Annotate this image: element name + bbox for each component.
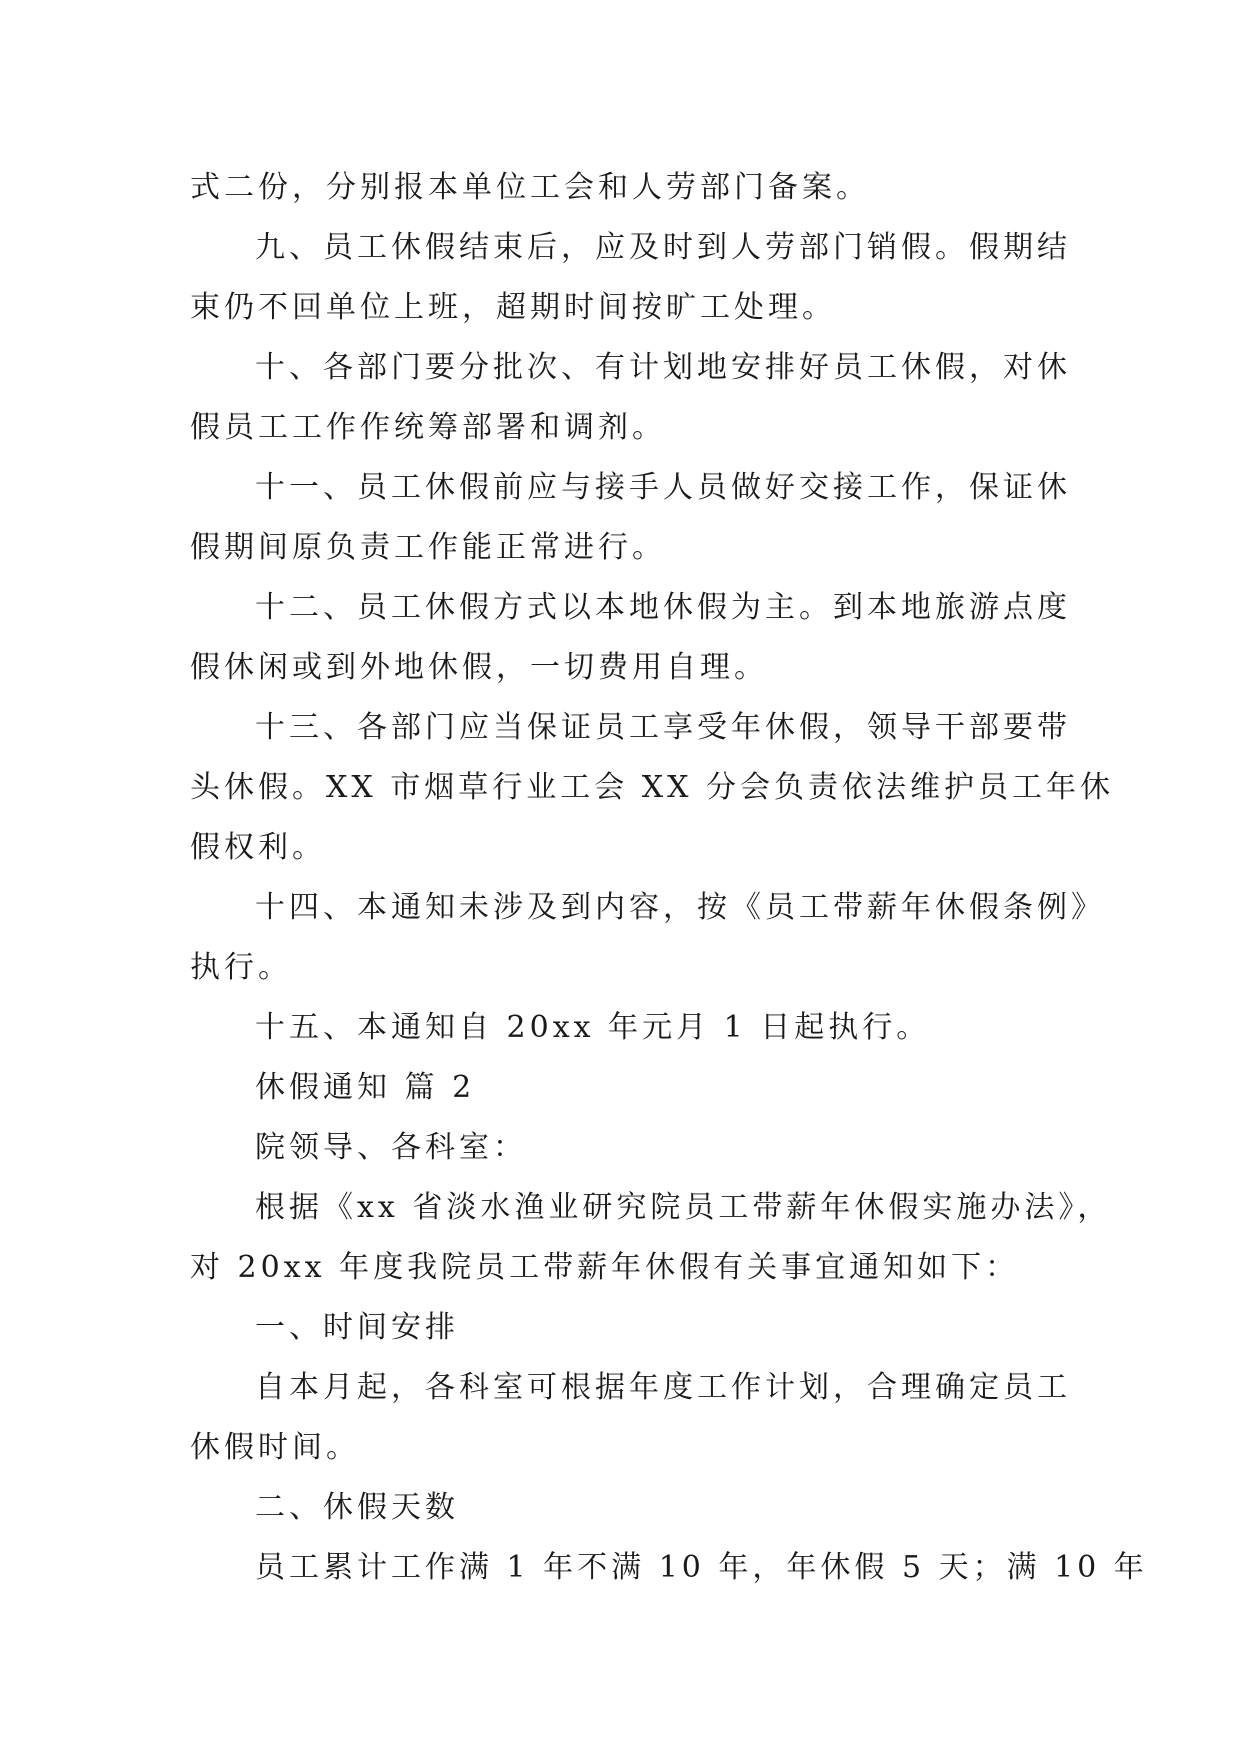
subsection-heading: 二、休假天数 [255,1490,459,1525]
subsection-heading: 一、时间安排 [255,1310,459,1345]
paragraph-line: 假权利。 [190,830,326,865]
paragraph-line: 十三、各部门应当保证员工享受年休假，领导干部要带 [255,710,1071,745]
paragraph-line: 根据《xx 省淡水渔业研究院员工带薪年休假实施办法》， [255,1190,1112,1225]
paragraph-line: 对 20xx 年度我院员工带薪年休假有关事宜通知如下： [190,1250,1020,1285]
paragraph-line: 员工累计工作满 1 年不满 10 年，年休假 5 天；满 10 年 [255,1550,1148,1585]
paragraph-line: 束仍不回单位上班，超期时间按旷工处理。 [190,290,836,325]
paragraph-line: 自本月起，各科室可根据年度工作计划，合理确定员工 [255,1370,1071,1405]
document-body [190,158,1148,1598]
salutation: 院领导、各科室： [255,1130,527,1165]
paragraph-line: 十四、本通知未涉及到内容，按《员工带薪年休假条例》 [255,890,1105,925]
paragraph-line: 假休闲或到外地休假，一切费用自理。 [190,650,768,685]
paragraph-line: 十、各部门要分批次、有计划地安排好员工休假，对休 [255,350,1071,385]
paragraph-line: 十一、员工休假前应与接手人员做好交接工作，保证休 [255,470,1071,505]
paragraph-line: 九、员工休假结束后，应及时到人劳部门销假。假期结 [255,230,1071,265]
section-heading: 休假通知 篇 2 [255,1070,476,1105]
paragraph-line: 十五、本通知自 20xx 年元月 1 日起执行。 [255,1010,931,1045]
paragraph-line: 执行。 [190,950,292,985]
paragraph-line: 头休假。XX 市烟草行业工会 XX 分会负责依法维护员工年休 [190,770,1115,805]
paragraph-line: 休假时间。 [190,1430,360,1465]
paragraph-line: 假期间原负责工作能正常进行。 [190,530,666,565]
paragraph-line: 假员工工作作统筹部署和调剂。 [190,410,666,445]
paragraph-line: 式二份，分别报本单位工会和人劳部门备案。 [190,170,870,205]
paragraph-line: 十二、员工休假方式以本地休假为主。到本地旅游点度 [255,590,1071,625]
